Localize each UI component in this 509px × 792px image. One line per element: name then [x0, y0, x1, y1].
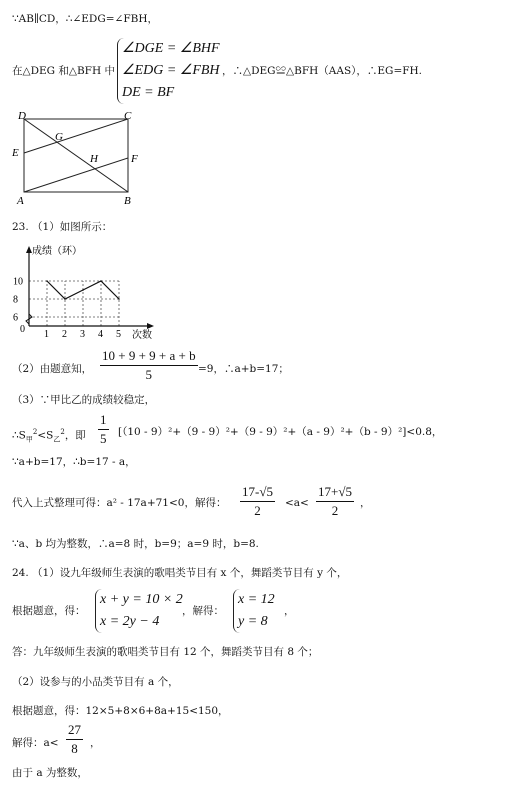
q23-part2-suffix: =9，∴a+b=17； — [198, 363, 289, 375]
last-line: 由于 a 为整数， — [12, 767, 88, 779]
q24-solve-label: ，解得： — [182, 605, 224, 617]
y-tick-10: 10 — [13, 276, 23, 288]
variance-sub-yi: 乙 — [53, 435, 61, 444]
system1-eq3: DE = BF — [122, 85, 175, 100]
x-tick-2: 2 — [62, 329, 67, 340]
chart-axes — [26, 246, 154, 329]
segment-af — [24, 158, 128, 192]
one-fifth-fraction — [98, 411, 109, 448]
q24-comma: ， — [284, 605, 295, 617]
x-tick-1: 1 — [44, 329, 49, 340]
q24-inequality: 根据题意，得：12×5+8×6+8a+15<150， — [12, 705, 229, 717]
upper-bound-fraction — [316, 483, 354, 520]
text-line-1: ∵AB∥CD，∴∠EDG=∠FBH， — [12, 13, 158, 25]
mean-fraction — [100, 347, 198, 384]
label-c: C — [124, 110, 132, 122]
q23-part1: 23. （1）如图所示： — [12, 221, 113, 233]
system2-eq2: x = 2y − 4 — [100, 614, 160, 629]
q24-answer: 答：九年级师生表演的歌唱类节目有 12 个，舞蹈类节目有 8 个； — [12, 646, 319, 658]
label-e: E — [12, 147, 19, 159]
lower-num: 17-√5 — [240, 483, 275, 502]
q23-part2-prefix: （2）由题意知， — [12, 363, 93, 375]
point-3 — [82, 289, 84, 291]
one-fifth-den: 5 — [100, 431, 107, 446]
bound-fraction — [66, 721, 83, 758]
y-tick-6: 6 — [13, 312, 18, 324]
label-h: H — [90, 153, 98, 165]
solve-prefix: 解得：a< — [12, 737, 59, 749]
variance-s-prefix: ∴S — [12, 429, 26, 442]
label-d: D — [18, 110, 26, 122]
segment-db — [24, 119, 128, 192]
congruence-system — [117, 38, 220, 104]
label-b: B — [124, 195, 131, 207]
chart-xlabel: 次数 — [132, 330, 152, 341]
q23-part3: （3）∵甲比乙的成绩较稳定， — [12, 394, 156, 406]
upper-num: 17+√5 — [316, 483, 354, 502]
upper-den: 2 — [331, 503, 339, 518]
text-line-2-prefix: 在△DEG 和△BFH 中 — [12, 65, 115, 77]
ab-relation: ∵a+b=17，∴b=17 - a， — [12, 456, 136, 468]
variance-expression: [（10 - 9）²+（9 - 9）²+（9 - 9）²+（a - 9）²+（b - 9）²]<0.8， — [118, 426, 443, 438]
score-line-chart — [8, 240, 168, 345]
chart-grid — [29, 281, 119, 326]
variance-less-s: <S — [37, 429, 54, 442]
substitution-end: ， — [360, 497, 371, 509]
x-tick-5: 5 — [116, 329, 121, 340]
label-a: A — [17, 195, 24, 207]
segment-ec — [24, 119, 128, 153]
lower-den: 2 — [254, 503, 261, 518]
one-fifth-num: 1 — [98, 411, 109, 430]
system1-eq1: ∠DGE = ∠BHF — [122, 41, 220, 56]
x-tick-3: 3 — [80, 329, 85, 340]
mean-numerator: 10 + 9 + 9 + a + b — [100, 347, 198, 366]
q24-setup-prefix: 根据题意，得： — [12, 605, 86, 617]
point-1 — [46, 280, 48, 282]
chart-origin: 0 — [20, 324, 25, 335]
chart-ylabel: 成绩（环） — [32, 246, 82, 257]
system1-eq2: ∠EDG = ∠FBH — [122, 63, 220, 78]
solution-system — [233, 589, 275, 633]
text-line-2-suffix: ，∴△DEG≌△BFH（AAS），∴EG=FH. — [222, 65, 423, 77]
mean-denominator: 5 — [145, 367, 153, 382]
system3-eq1: x = 12 — [238, 592, 275, 607]
variance-ji: ，即 — [64, 429, 86, 442]
label-f: F — [131, 153, 138, 165]
solve-suffix: ， — [90, 737, 101, 749]
integer-cases: ∵a、b 均为整数，∴a=8 时，b=9；a=9 时，b=8. — [12, 538, 259, 550]
point-2 — [64, 298, 66, 300]
x-axis-arrow — [147, 323, 154, 329]
equation-system — [95, 589, 183, 633]
substitution-mid: <a< — [285, 497, 309, 509]
rectangle-figure — [8, 110, 148, 208]
substitution-prefix: 代入上式整理可得：a² - 17a+71<0，解得： — [12, 497, 227, 509]
system3-eq2: y = 8 — [238, 614, 268, 629]
point-5 — [118, 298, 120, 300]
bound-den: 8 — [71, 741, 78, 756]
bound-num: 27 — [66, 721, 83, 740]
system2-eq1: x + y = 10 × 2 — [100, 592, 183, 607]
point-4 — [100, 280, 102, 282]
q24-part1: 24. （1）设九年级师生表演的歌唱类节目有 x 个，舞蹈类节目有 y 个， — [12, 567, 348, 579]
variance-sub-jia: 甲 — [25, 435, 33, 444]
variance-line: $\therefore S_甲^2<S_乙^2$，即 — [12, 428, 86, 444]
q24-part2: （2）设参与的小品类节目有 a 个， — [12, 676, 179, 688]
label-g: G — [55, 131, 63, 143]
y-tick-8: 8 — [13, 294, 18, 306]
lower-bound-fraction — [240, 483, 275, 520]
x-tick-4: 4 — [98, 329, 103, 340]
